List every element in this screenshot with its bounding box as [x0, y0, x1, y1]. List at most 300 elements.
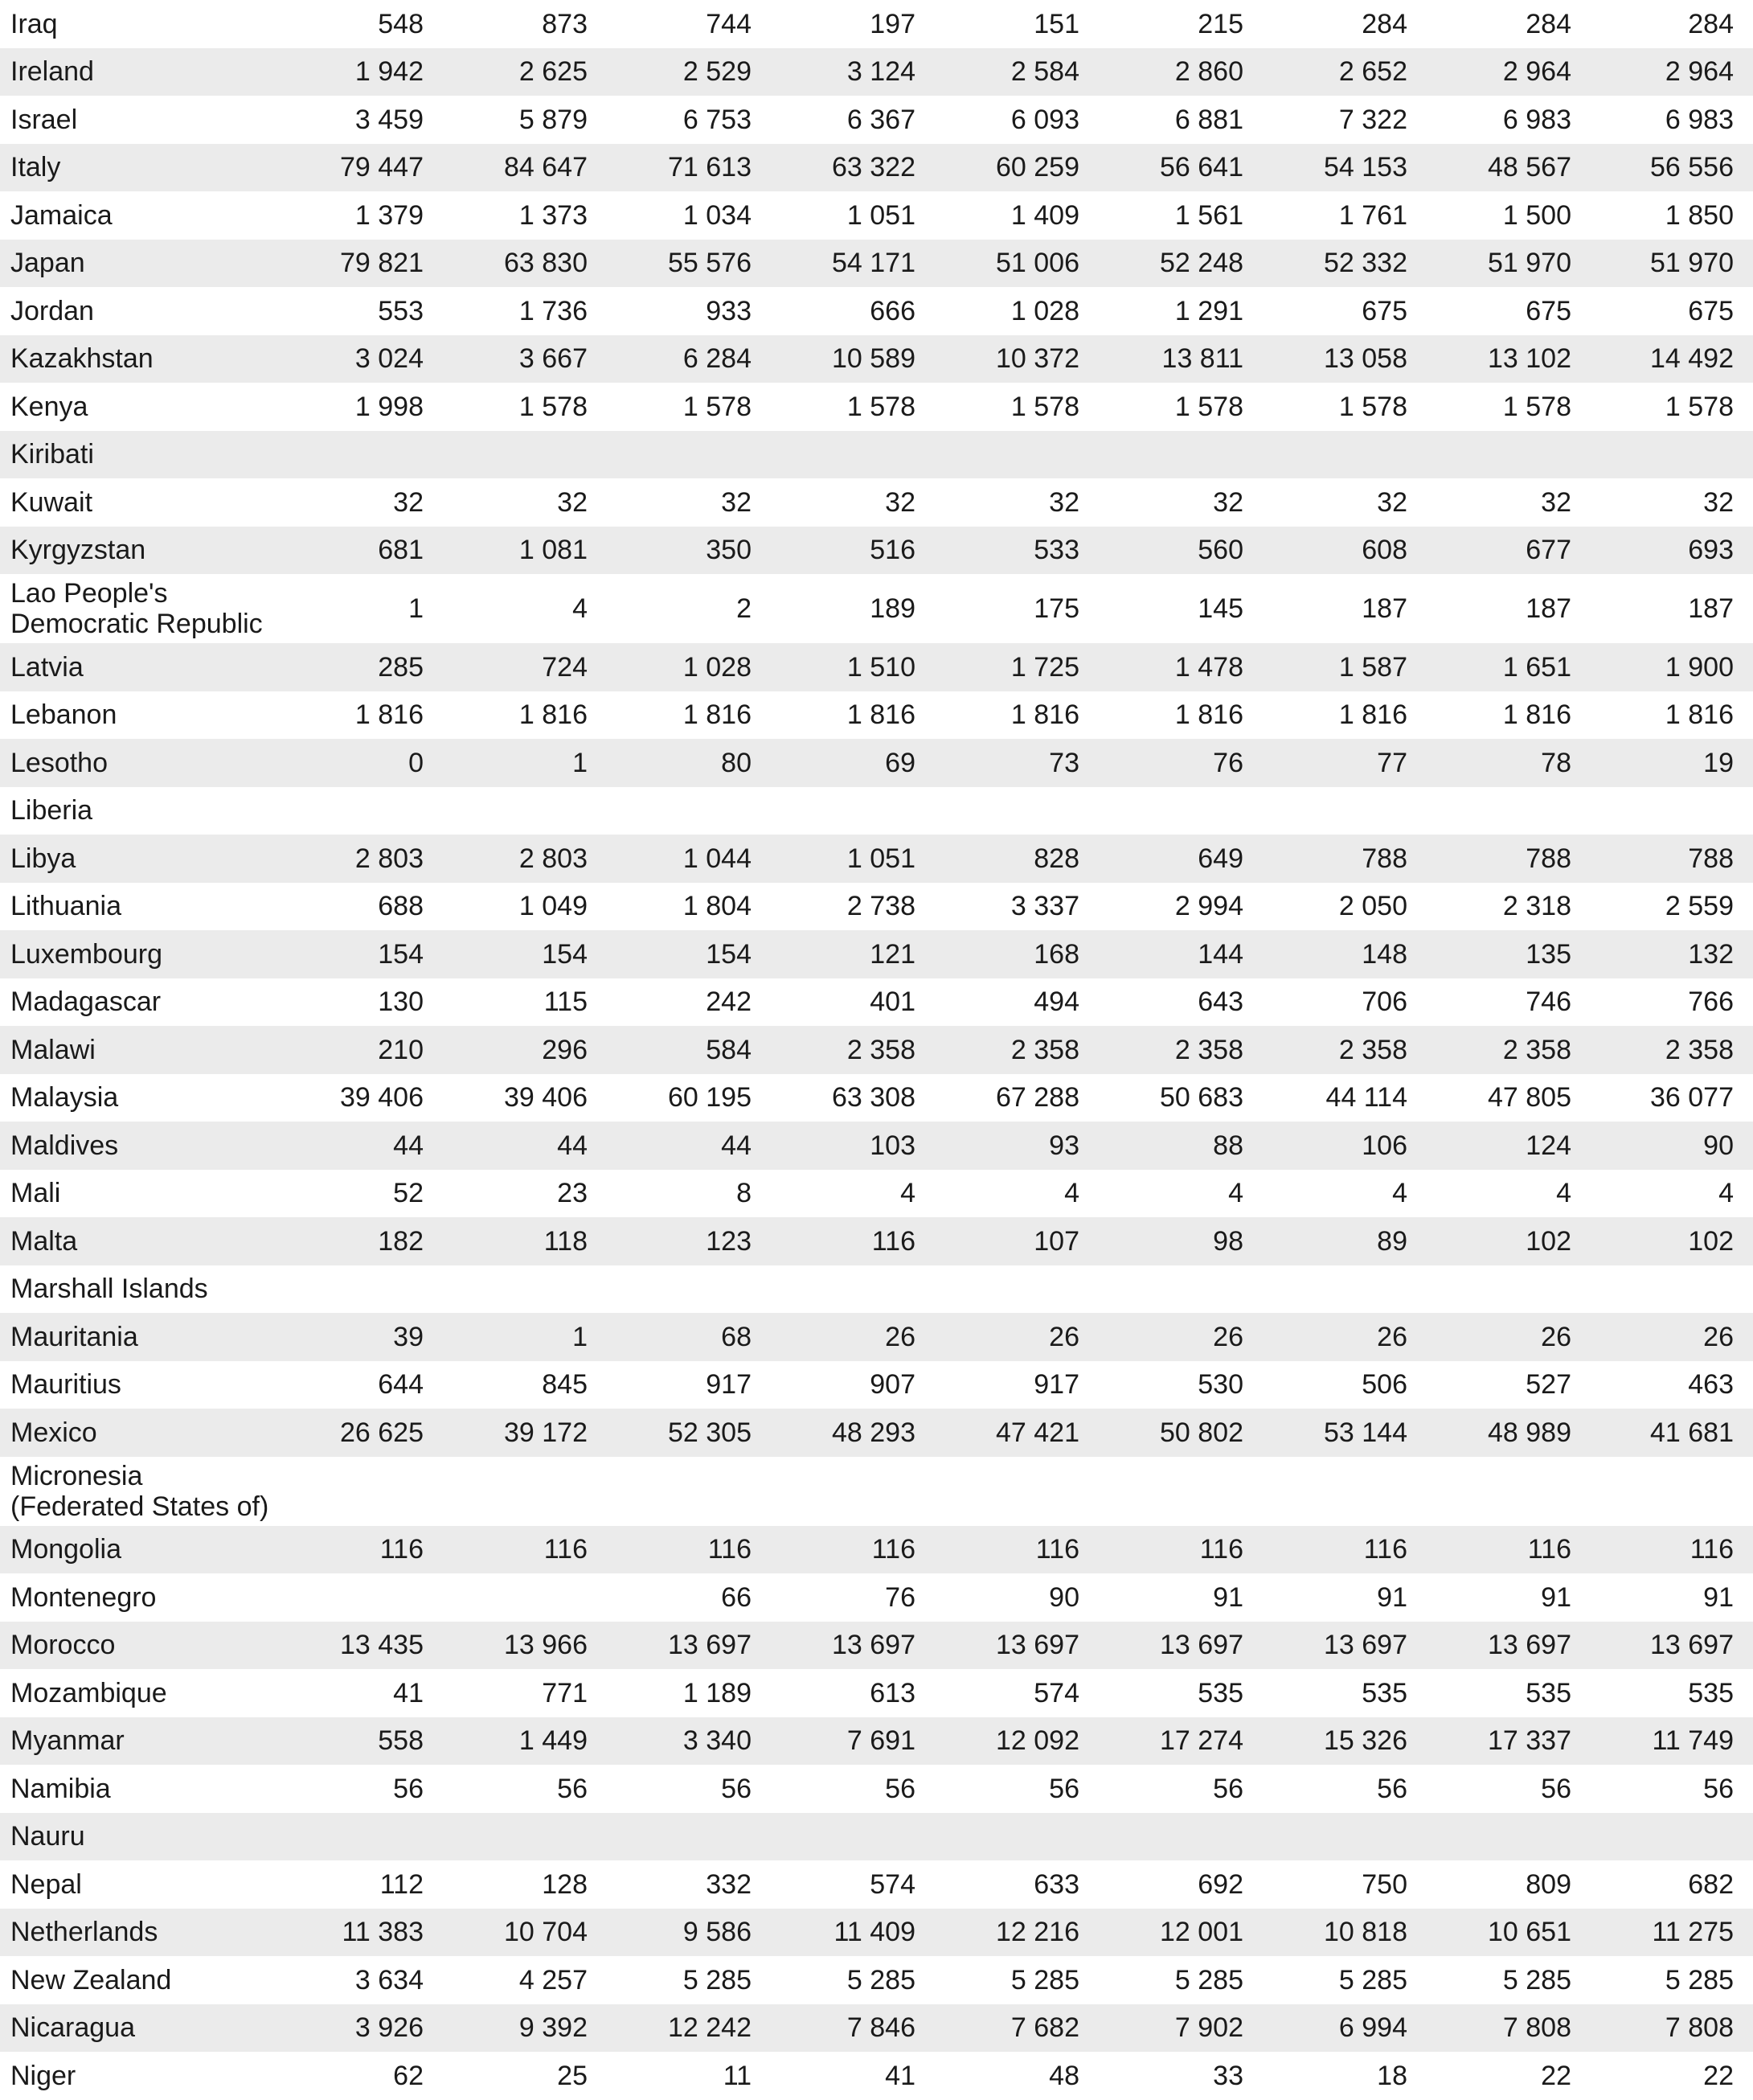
country-cell: Malta	[0, 1217, 276, 1265]
value-cell: 1 578	[518, 391, 588, 422]
value-cell: 60 195	[668, 1082, 752, 1114]
country-cell: Kyrgyzstan	[0, 527, 276, 575]
value-cell: 10 651	[1423, 1909, 1587, 1957]
value-cell: 535	[1526, 1677, 1571, 1708]
value-cell: 548	[378, 8, 424, 39]
value-cell: 5 285	[682, 1964, 752, 1995]
value-cell: 1 051	[846, 199, 915, 231]
value-cell: 4	[900, 1178, 915, 1209]
table-row	[0, 1956, 1753, 2004]
country-cell: Mexico	[0, 1409, 276, 1457]
value-cell	[604, 431, 768, 479]
value-cell: 26	[1587, 1313, 1753, 1361]
country-cell: Kazakhstan	[0, 335, 276, 383]
value-cell: 506	[1362, 1369, 1407, 1401]
value-cell: 13 811	[1096, 335, 1259, 383]
table-row	[0, 883, 1753, 931]
value-cell: 2 559	[1665, 891, 1734, 922]
value-cell: 12 216	[932, 1909, 1096, 1957]
value-cell: 1 051	[768, 835, 932, 883]
value-cell	[932, 787, 1096, 835]
value-cell: 750	[1362, 1868, 1407, 1900]
value-cell: 130	[378, 986, 424, 1018]
value-cell: 148	[1259, 930, 1423, 978]
value-cell: 135	[1423, 930, 1587, 978]
value-cell: 32	[1213, 486, 1243, 518]
value-cell: 574	[870, 1868, 915, 1900]
country-cell: Lebanon	[10, 699, 117, 731]
value-cell: 56	[721, 1773, 752, 1804]
value-cell	[932, 1813, 1096, 1861]
value-cell: 533	[932, 527, 1096, 575]
value-cell: 50 802	[1096, 1409, 1259, 1457]
value-cell	[1096, 787, 1259, 835]
country-cell: Nicaragua	[0, 2004, 276, 2053]
value-cell: 1 761	[1338, 199, 1407, 231]
value-cell: 1 942	[276, 48, 440, 96]
value-cell: 1 998	[354, 391, 424, 422]
value-cell: 2 584	[932, 48, 1096, 96]
value-cell: 54 171	[768, 240, 932, 288]
value-cell: 121	[768, 930, 932, 978]
table-row	[0, 335, 1753, 383]
value-cell: 56 641	[1096, 144, 1259, 192]
value-cell: 56	[885, 1773, 915, 1804]
value-cell: 5 285	[1174, 1964, 1243, 1995]
value-cell	[768, 787, 932, 835]
value-cell: 3 459	[354, 104, 424, 135]
value-cell: 2 529	[604, 48, 768, 96]
value-cell: 151	[1034, 8, 1079, 39]
value-cell: 744	[706, 8, 752, 39]
value-cell: 154	[440, 930, 604, 978]
value-cell: 51 006	[932, 240, 1096, 288]
value-cell: 52 305	[604, 1409, 768, 1457]
table-row	[0, 287, 1753, 335]
value-cell: 1 081	[440, 527, 604, 575]
value-cell: 5 285	[846, 1964, 915, 1995]
value-cell	[768, 1457, 932, 1526]
value-cell: 332	[706, 1868, 752, 1900]
value-cell: 116	[604, 1526, 768, 1574]
value-cell	[276, 431, 440, 479]
value-cell: 771	[542, 1677, 588, 1708]
value-cell: 56	[393, 1773, 424, 1804]
value-cell: 91	[1541, 1581, 1571, 1613]
value-cell: 66	[721, 1581, 752, 1613]
value-cell: 4	[1718, 1178, 1734, 1209]
value-cell: 1 578	[1010, 391, 1079, 422]
value-cell: 26	[932, 1313, 1096, 1361]
value-cell	[440, 431, 604, 479]
table-row	[0, 1669, 1753, 1717]
value-cell: 675	[1362, 295, 1407, 326]
value-cell: 907	[870, 1369, 915, 1401]
value-cell: 574	[1034, 1677, 1079, 1708]
value-cell: 688	[378, 891, 424, 922]
value-cell: 98	[1096, 1217, 1259, 1265]
value-cell: 3 124	[768, 48, 932, 96]
country-cell: Marshall Islands	[10, 1274, 208, 1305]
value-cell	[276, 787, 440, 835]
value-cell: 1 578	[1502, 391, 1571, 422]
value-cell: 51 970	[1423, 240, 1587, 288]
value-cell: 746	[1526, 986, 1571, 1018]
country-cell: Mauritius	[10, 1369, 121, 1401]
value-cell: 47 421	[932, 1409, 1096, 1457]
value-cell: 102	[1587, 1217, 1753, 1265]
value-cell: 132	[1587, 930, 1753, 978]
value-cell: 3 926	[276, 2004, 440, 2053]
value-cell: 558	[276, 1717, 440, 1766]
value-cell: 1 291	[1174, 295, 1243, 326]
value-cell: 26	[1096, 1313, 1259, 1361]
value-cell: 5 879	[518, 104, 588, 135]
country-cell: Nauru	[0, 1813, 276, 1861]
value-cell: 845	[542, 1369, 588, 1401]
country-cell: Kiribati	[0, 431, 276, 479]
value-cell: 2 652	[1259, 48, 1423, 96]
value-cell: 63 830	[440, 240, 604, 288]
value-cell: 53 144	[1259, 1409, 1423, 1457]
value-cell	[604, 1457, 768, 1526]
value-cell: 666	[870, 295, 915, 326]
value-cell	[1587, 431, 1753, 479]
value-cell: 56	[557, 1773, 588, 1804]
value-cell: 788	[1423, 835, 1587, 883]
value-cell: 88	[1096, 1122, 1259, 1170]
value-cell: 4	[1556, 1178, 1571, 1209]
value-cell	[1096, 431, 1259, 479]
value-cell: 535	[1198, 1677, 1243, 1708]
value-cell: 80	[604, 739, 768, 787]
value-cell: 32	[393, 486, 424, 518]
value-cell: 187	[1688, 593, 1734, 624]
value-cell: 1 804	[682, 891, 752, 922]
value-cell: 56	[1049, 1773, 1079, 1804]
table-row	[0, 1573, 1753, 1622]
value-cell: 917	[1034, 1369, 1079, 1401]
value-cell: 1 578	[1174, 391, 1243, 422]
value-cell	[604, 1265, 768, 1314]
value-cell: 115	[543, 986, 588, 1018]
country-cell: Namibia	[10, 1773, 111, 1804]
value-cell: 52 332	[1259, 240, 1423, 288]
value-cell	[1259, 1265, 1423, 1314]
table-row	[0, 2004, 1753, 2053]
value-cell: 494	[1034, 986, 1079, 1018]
value-cell: 68	[604, 1313, 768, 1361]
table-row	[0, 1622, 1753, 1670]
value-cell: 13 697	[1096, 1622, 1259, 1670]
value-cell: 13 966	[440, 1622, 604, 1670]
table-row	[0, 1313, 1753, 1361]
value-cell: 18	[1377, 2060, 1407, 2091]
value-cell: 535	[1362, 1677, 1407, 1708]
value-cell: 47 805	[1488, 1082, 1571, 1114]
country-cell: Malaysia	[10, 1082, 119, 1114]
value-cell: 76	[885, 1581, 915, 1613]
value-cell: 36 077	[1650, 1082, 1734, 1114]
value-cell	[768, 431, 932, 479]
country-cell: Liberia	[10, 795, 93, 826]
value-cell	[440, 1265, 604, 1314]
value-cell: 1 409	[1010, 199, 1079, 231]
value-cell: 215	[1198, 8, 1243, 39]
country-cell: Jordan	[10, 295, 94, 326]
table-row	[0, 1526, 1753, 1574]
value-cell: 107	[932, 1217, 1096, 1265]
country-cell: Mauritania	[0, 1313, 276, 1361]
value-cell	[1259, 1457, 1423, 1526]
country-cell: Mongolia	[0, 1526, 276, 1574]
value-cell: 13 697	[1259, 1622, 1423, 1670]
value-cell: 1 816	[1338, 699, 1407, 731]
table-row	[0, 1909, 1753, 1957]
value-cell: 873	[542, 8, 588, 39]
value-cell: 39 406	[340, 1082, 424, 1114]
value-cell: 116	[1259, 1526, 1423, 1574]
table-row	[0, 48, 1753, 96]
table-row	[0, 96, 1753, 144]
value-cell: 13 697	[604, 1622, 768, 1670]
value-cell: 13 058	[1259, 335, 1423, 383]
table-row	[0, 1074, 1753, 1122]
table-row	[0, 0, 1753, 48]
value-cell: 32	[557, 486, 588, 518]
value-cell	[1587, 787, 1753, 835]
value-cell: 9 392	[440, 2004, 604, 2053]
value-cell: 2 318	[1502, 891, 1571, 922]
value-cell	[1259, 1813, 1423, 1861]
value-cell: 6 983	[1502, 104, 1571, 135]
table-row	[0, 527, 1753, 575]
table-row	[0, 2052, 1753, 2100]
value-cell: 584	[604, 1026, 768, 1074]
value-cell	[768, 1265, 932, 1314]
value-cell: 917	[706, 1369, 752, 1401]
value-cell: 4	[572, 593, 588, 624]
value-cell: 1 816	[682, 699, 752, 731]
value-cell: 2 803	[276, 835, 440, 883]
value-cell: 2 358	[1096, 1026, 1259, 1074]
country-cell: Luxembourg	[0, 930, 276, 978]
value-cell: 144	[1096, 930, 1259, 978]
value-cell	[932, 1457, 1096, 1526]
value-cell: 2 625	[440, 48, 604, 96]
value-cell: 2 358	[1587, 1026, 1753, 1074]
value-cell: 79 447	[276, 144, 440, 192]
value-cell: 1 816	[1174, 699, 1243, 731]
value-cell: 10 818	[1259, 1909, 1423, 1957]
value-cell: 44	[276, 1122, 440, 1170]
value-cell: 1 049	[518, 891, 588, 922]
country-cell: Ireland	[0, 48, 276, 96]
table-row	[0, 739, 1753, 787]
table-row	[0, 1361, 1753, 1409]
value-cell: 933	[706, 295, 752, 326]
value-cell	[440, 1573, 604, 1622]
value-cell: 11 275	[1587, 1909, 1753, 1957]
value-cell: 7 846	[768, 2004, 932, 2053]
value-cell: 41 681	[1587, 1409, 1753, 1457]
value-cell: 0	[276, 739, 440, 787]
value-cell	[1423, 787, 1587, 835]
value-cell: 649	[1096, 835, 1259, 883]
country-cell: Italy	[0, 144, 276, 192]
value-cell	[440, 1813, 604, 1861]
value-cell	[276, 1457, 440, 1526]
value-cell: 2 994	[1174, 891, 1243, 922]
value-cell: 1 028	[604, 643, 768, 691]
value-cell: 1 478	[1096, 643, 1259, 691]
value-cell: 1 725	[932, 643, 1096, 691]
country-cell: Malawi	[0, 1026, 276, 1074]
value-cell: 706	[1362, 986, 1407, 1018]
value-cell: 13 435	[276, 1622, 440, 1670]
value-cell: 102	[1423, 1217, 1587, 1265]
value-cell: 79 821	[276, 240, 440, 288]
value-cell: 296	[440, 1026, 604, 1074]
value-cell: 187	[1526, 593, 1571, 624]
table-row	[0, 787, 1753, 835]
value-cell: 91	[1377, 1581, 1407, 1613]
table-row	[0, 691, 1753, 740]
value-cell	[604, 1813, 768, 1861]
value-cell: 32	[1377, 486, 1407, 518]
value-cell: 1	[440, 1313, 604, 1361]
value-cell: 1 900	[1587, 643, 1753, 691]
value-cell: 13 697	[932, 1622, 1096, 1670]
table-row	[0, 383, 1753, 431]
value-cell: 6 753	[682, 104, 752, 135]
value-cell: 25	[557, 2060, 588, 2091]
value-cell: 560	[1096, 527, 1259, 575]
value-cell: 1 379	[354, 199, 424, 231]
value-cell: 2 358	[768, 1026, 932, 1074]
value-cell: 2 860	[1096, 48, 1259, 96]
value-cell: 106	[1259, 1122, 1423, 1170]
value-cell: 1 373	[518, 199, 588, 231]
value-cell	[1096, 1457, 1259, 1526]
value-cell: 77	[1259, 739, 1423, 787]
value-cell: 23	[557, 1178, 588, 1209]
country-cell: Mozambique	[10, 1677, 167, 1708]
country-cell: Montenegro	[10, 1581, 157, 1613]
value-cell: 4	[1392, 1178, 1407, 1209]
table-row	[0, 1457, 1753, 1526]
country-cell: Nepal	[10, 1868, 82, 1900]
value-cell: 32	[885, 486, 915, 518]
value-cell: 54 153	[1259, 144, 1423, 192]
value-cell: 128	[542, 1868, 588, 1900]
country-cell: Japan	[0, 240, 276, 288]
value-cell: 182	[276, 1217, 440, 1265]
value-cell: 1 449	[440, 1717, 604, 1766]
value-cell	[1423, 1457, 1587, 1526]
value-cell: 1 578	[846, 391, 915, 422]
value-cell: 5 285	[1010, 1964, 1079, 1995]
value-cell: 33	[1213, 2060, 1243, 2091]
value-cell: 516	[768, 527, 932, 575]
value-cell: 168	[932, 930, 1096, 978]
table-row	[0, 978, 1753, 1027]
value-cell: 682	[1688, 1868, 1734, 1900]
value-cell: 633	[1034, 1868, 1079, 1900]
value-cell: 48	[1049, 2060, 1079, 2091]
value-cell: 6 367	[846, 104, 915, 135]
value-cell: 1 561	[1174, 199, 1243, 231]
value-cell: 93	[932, 1122, 1096, 1170]
value-cell: 6 881	[1174, 104, 1243, 135]
value-cell	[1423, 1813, 1587, 1861]
value-cell: 5 285	[1338, 1964, 1407, 1995]
value-cell: 7 691	[768, 1717, 932, 1766]
value-cell: 4	[1064, 1178, 1079, 1209]
value-cell: 56	[1703, 1773, 1734, 1804]
value-cell: 11	[723, 2060, 752, 2091]
value-cell: 1 816	[1010, 699, 1079, 731]
value-cell: 69	[768, 739, 932, 787]
value-cell: 1 736	[518, 295, 588, 326]
value-cell: 1 816	[1502, 699, 1571, 731]
country-cell: Iraq	[10, 8, 58, 39]
value-cell	[1096, 1813, 1259, 1861]
value-cell: 17 337	[1423, 1717, 1587, 1766]
value-cell	[604, 787, 768, 835]
value-cell: 56 556	[1587, 144, 1753, 192]
value-cell: 463	[1688, 1369, 1734, 1401]
value-cell: 1 587	[1259, 643, 1423, 691]
value-cell: 22	[1541, 2060, 1571, 2091]
value-cell: 90	[1587, 1122, 1753, 1170]
country-cell: Niger	[10, 2060, 76, 2091]
value-cell: 39 172	[440, 1409, 604, 1457]
country-cell: Maldives	[0, 1122, 276, 1170]
country-cell: Jamaica	[10, 199, 113, 231]
country-cell: Kuwait	[10, 486, 93, 518]
value-cell	[1096, 1265, 1259, 1314]
value-cell: 10 372	[932, 335, 1096, 383]
value-cell: 2 964	[1587, 48, 1753, 96]
value-cell: 91	[1703, 1581, 1734, 1613]
value-cell: 4	[1228, 1178, 1243, 1209]
table-row	[0, 431, 1753, 479]
value-cell: 1 044	[604, 835, 768, 883]
value-cell: 1 500	[1502, 199, 1571, 231]
value-cell: 527	[1526, 1369, 1571, 1401]
value-cell: 3 024	[276, 335, 440, 383]
value-cell: 1 189	[682, 1677, 752, 1708]
value-cell: 1 034	[682, 199, 752, 231]
value-cell: 44 114	[1325, 1082, 1407, 1114]
table-row	[0, 1409, 1753, 1457]
value-cell: 32	[721, 486, 752, 518]
value-cell: 32	[1703, 486, 1734, 518]
table-row	[0, 1813, 1753, 1861]
value-cell: 1 816	[518, 699, 588, 731]
value-cell: 9 586	[604, 1909, 768, 1957]
value-cell: 116	[1096, 1526, 1259, 1574]
table-row	[0, 144, 1753, 192]
value-cell: 535	[1688, 1677, 1734, 1708]
value-cell: 7 808	[1587, 2004, 1753, 2053]
table-row	[0, 930, 1753, 978]
value-cell: 5 285	[1502, 1964, 1571, 1995]
value-cell: 41	[885, 2060, 915, 2091]
value-cell: 3 337	[1010, 891, 1079, 922]
value-cell: 12 092	[932, 1717, 1096, 1766]
